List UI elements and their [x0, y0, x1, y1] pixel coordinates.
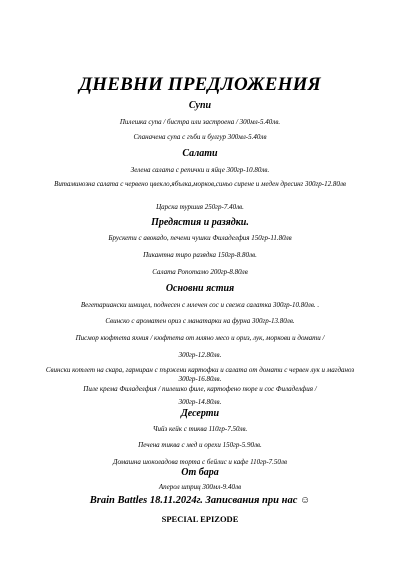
menu-item: Зелена салата с репички и яйце 300гр-10.80лв. [130, 166, 270, 174]
smiley-icon: ☺ [299, 495, 311, 506]
section-heading-starters: Предястия и разядки. [151, 217, 249, 228]
menu-item: Домашна шоколадова торта с бейлис и кафе 110гр-7.50лв [112, 458, 287, 466]
page-title: ДНЕВНИ ПРЕДЛОЖЕНИЯ [79, 74, 321, 95]
menu-item: Печена тиква с мед и орехи 150гр-5.90лв. [138, 441, 262, 449]
menu-item: Свинско с ароматен ориз с манатарки на фурна 300гр-13.80лв. [105, 317, 295, 325]
section-heading-desserts: Десерти [180, 408, 220, 419]
menu-item: Брускети с авокадо, печени чушки Филаделфия 150гр-11.80лв [108, 234, 292, 242]
menu-item: Аперол шприц 300мл-9.40лв [158, 483, 242, 491]
menu-item: Салата Ропотамо 200гр-8.80лв [152, 268, 248, 276]
event-announcement [0, 494, 400, 507]
event-text: Brain Battles 18.11.2024г. Записвания при нас [89, 495, 298, 506]
menu-item: Пилешка супа / бистра или застроена / 300мл-5.40лв. [119, 118, 281, 126]
menu-item: Витаминозна салата с червено цвекло,ябълка,морков,синьо сирене и меден дресинг 300гр-12.80лв [54, 180, 346, 188]
menu-item: Писмор кюфтета яхния / кюфтета от мляно месо и ориз, лук, моркови и домати / [75, 334, 325, 342]
section-heading-salads: Салати [182, 148, 218, 159]
menu-item: Пикантна тиро разядка 150гр-8.80лв. [143, 251, 257, 259]
menu-item: Царска туршия 250гр-7.40лв. [156, 203, 244, 211]
menu-item: Чийз кейк с тиква 110гр-7.50лв. [152, 425, 248, 433]
section-heading-mains: Основни ястия [165, 283, 235, 294]
menu-item: Свински котлет на скара, гарниран с пържени картофки и салата от домати с червен лук и магданоз 300гр-16.80лв. [45, 366, 355, 383]
menu-item: Пиле крема Филаделфия / пилешко филе, картофено пюре и сос Филаделфия / [83, 385, 317, 393]
special-episode-label: SPECIAL EPIZODE [161, 514, 239, 524]
section-heading-bar: От бара [181, 467, 219, 478]
menu-item: 300гр-14.80лв. [178, 398, 222, 406]
menu-item: Спаначена супа с гъби и булгур 300мл-5.40лв [133, 133, 267, 141]
menu-item: Вегетариански шницел, поднесен с млечен сос и свежа салатка 300гр-10.80лв. . [80, 301, 320, 309]
menu-item: 300гр-12.80лв. [178, 351, 222, 359]
section-heading-soups: Супи [188, 100, 212, 111]
